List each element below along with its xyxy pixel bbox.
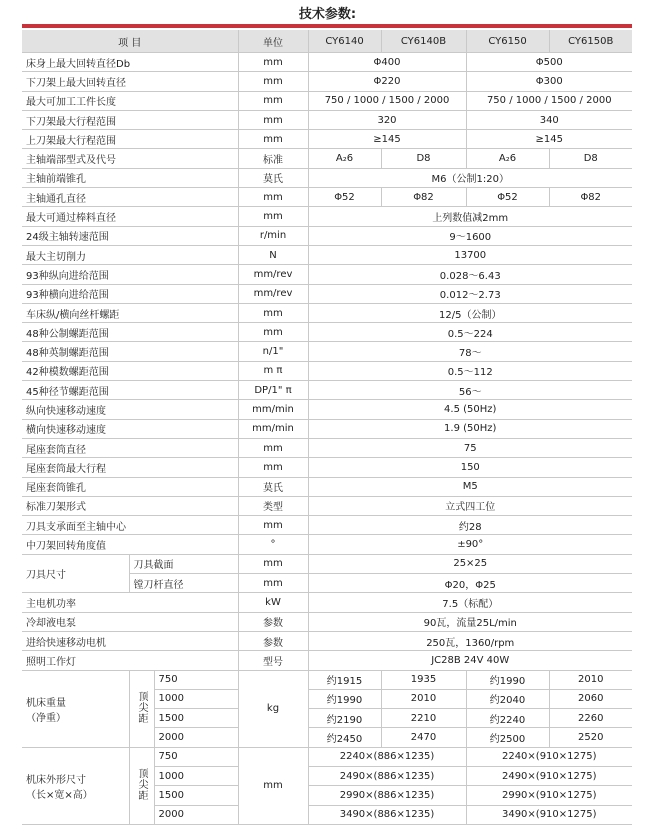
row-unit: DP/1" π	[238, 381, 308, 400]
row-unit: mm	[238, 207, 308, 226]
table-row	[22, 400, 632, 419]
weight-value: 约1990	[308, 689, 381, 708]
row-value-6140: ≥145	[308, 130, 466, 149]
row-value: 150	[308, 458, 632, 477]
row-unit: mm	[238, 91, 308, 110]
row-label: 93种横向进给范围	[22, 284, 238, 303]
row-value: 1.9 (50Hz)	[308, 419, 632, 438]
row-label: 尾座套筒直径	[22, 438, 238, 457]
dims-unit: mm	[238, 747, 308, 824]
row-label: 主轴端部型式及代号	[22, 149, 238, 168]
table-row	[22, 188, 632, 207]
weight-value: 约1915	[308, 670, 381, 689]
row-value: 78～	[308, 342, 632, 361]
table-row	[22, 207, 632, 226]
row-unit: 参数	[238, 612, 308, 631]
table-row	[22, 226, 632, 245]
row-unit: mm	[238, 130, 308, 149]
row-value: 约28	[308, 516, 632, 535]
weight-value: 2470	[381, 728, 466, 747]
row-value: M5	[308, 477, 632, 496]
length-value: 2000	[154, 728, 238, 747]
row-unit: mm	[238, 188, 308, 207]
row-unit: 类型	[238, 496, 308, 515]
tool-sub-label: 镗刀杆直径	[129, 574, 238, 593]
row-value-6150: Φ300	[466, 72, 632, 91]
row-value: 立式四工位	[308, 496, 632, 515]
weight-value: 约2500	[466, 728, 549, 747]
table-row	[22, 496, 632, 515]
row-value: ±90°	[308, 535, 632, 554]
row-value: 9～1600	[308, 226, 632, 245]
row-label: 主轴通孔直径	[22, 188, 238, 207]
weight-value: 2010	[381, 689, 466, 708]
center-distance-label	[129, 670, 154, 747]
table-row	[22, 535, 632, 554]
table-header-row	[22, 30, 632, 53]
weight-label-sub: （净重）	[26, 712, 66, 724]
row-value: 250瓦，1360/rpm	[308, 631, 632, 650]
row-value: 0.012～2.73	[308, 284, 632, 303]
row-label: 中刀架回转角度值	[22, 535, 238, 554]
center-distance-label	[129, 747, 154, 824]
row-label: 刀具支承面至主轴中心	[22, 516, 238, 535]
row-unit: mm	[238, 72, 308, 91]
center-distance-text: 顶尖距	[136, 767, 147, 801]
tool-size-label: 刀具尺寸	[22, 554, 129, 593]
row-value-6150: ≥145	[466, 130, 632, 149]
row-unit: 参数	[238, 631, 308, 650]
row-value: 7.5（标配）	[308, 593, 632, 612]
row-label: 45种径节螺距范围	[22, 381, 238, 400]
row-unit: °	[238, 535, 308, 554]
row-value-6140: 750 / 1000 / 1500 / 2000	[308, 91, 466, 110]
page-title: 技术参数:	[298, 7, 357, 22]
table-row	[22, 342, 632, 361]
row-label: 冷却液电泵	[22, 612, 238, 631]
dims-value-6140: 3490×(886×1235)	[308, 805, 466, 824]
weight-unit: kg	[238, 670, 308, 747]
dims-label-sub: （长×宽×高）	[26, 789, 93, 801]
table-row	[22, 245, 632, 264]
dims-value-6150: 2990×(910×1275)	[466, 786, 632, 805]
dims-value-6140: 2990×(886×1235)	[308, 786, 466, 805]
row-unit: mm	[238, 303, 308, 322]
table-row	[22, 323, 632, 342]
row-value: Φ52	[466, 188, 549, 207]
row-value-6150: Φ500	[466, 53, 632, 72]
row-value-6140: Φ220	[308, 72, 466, 91]
table-row	[22, 651, 632, 670]
table-row	[22, 593, 632, 612]
header-model-1: CY6140	[308, 30, 381, 53]
weight-value: 1935	[381, 670, 466, 689]
row-label: 进给快速移动电机	[22, 631, 238, 650]
weight-label	[22, 670, 129, 747]
length-value: 750	[154, 747, 238, 766]
row-unit: mm	[238, 110, 308, 129]
row-value: JC28B 24V 40W	[308, 651, 632, 670]
row-label: 24级主轴转速范围	[22, 226, 238, 245]
row-unit: N	[238, 245, 308, 264]
length-value: 750	[154, 670, 238, 689]
row-label: 48种公制螺距范围	[22, 323, 238, 342]
row-label: 主电机功率	[22, 593, 238, 612]
row-value: 上列数值减2mm	[308, 207, 632, 226]
row-value: M6（公制1:20）	[308, 168, 632, 187]
row-label: 最大可加工工件长度	[22, 91, 238, 110]
dims-value-6140: 2240×(886×1235)	[308, 747, 466, 766]
row-label: 照明工作灯	[22, 651, 238, 670]
table-row	[22, 53, 632, 72]
row-value: 90瓦，流量25L/min	[308, 612, 632, 631]
row-value: 25×25	[308, 554, 632, 573]
table-row	[22, 303, 632, 322]
table-row	[22, 168, 632, 187]
row-unit: 标准	[238, 149, 308, 168]
row-label: 纵向快速移动速度	[22, 400, 238, 419]
weight-value: 2520	[549, 728, 632, 747]
row-label: 下刀架上最大回转直径	[22, 72, 238, 91]
spec-table	[22, 30, 632, 825]
table-row	[22, 91, 632, 110]
row-value: 0.5～112	[308, 361, 632, 380]
row-unit: m π	[238, 361, 308, 380]
weight-value: 2060	[549, 689, 632, 708]
table-row	[22, 612, 632, 631]
weight-value: 2010	[549, 670, 632, 689]
row-value: 0.028～6.43	[308, 265, 632, 284]
row-label: 标准刀架形式	[22, 496, 238, 515]
row-label: 上刀架最大行程范围	[22, 130, 238, 149]
header-item: 项 目	[22, 30, 238, 53]
table-row	[22, 110, 632, 129]
row-value: 75	[308, 438, 632, 457]
row-unit: mm/min	[238, 400, 308, 419]
header-accent-bar	[22, 24, 632, 28]
table-row	[22, 438, 632, 457]
row-label: 下刀架最大行程范围	[22, 110, 238, 129]
row-value: D8	[381, 149, 466, 168]
dims-value-6150: 2490×(910×1275)	[466, 766, 632, 785]
row-value: 0.5～224	[308, 323, 632, 342]
dims-value-6150: 3490×(910×1275)	[466, 805, 632, 824]
weight-value: 2260	[549, 709, 632, 728]
row-value: 4.5 (50Hz)	[308, 400, 632, 419]
row-label: 尾座套筒最大行程	[22, 458, 238, 477]
length-value: 1000	[154, 766, 238, 785]
row-unit: mm	[238, 516, 308, 535]
header-model-3: CY6150	[466, 30, 549, 53]
row-label: 尾座套筒锥孔	[22, 477, 238, 496]
weight-value: 约2240	[466, 709, 549, 728]
table-row	[22, 284, 632, 303]
row-unit: kW	[238, 593, 308, 612]
tool-sub-label: 刀具截面	[129, 554, 238, 573]
row-unit: mm/min	[238, 419, 308, 438]
row-unit: mm	[238, 438, 308, 457]
length-value: 1500	[154, 709, 238, 728]
row-unit: mm	[238, 554, 308, 573]
row-unit: mm	[238, 53, 308, 72]
header-unit: 单位	[238, 30, 308, 53]
row-unit: 莫氏	[238, 477, 308, 496]
row-value: Φ82	[381, 188, 466, 207]
row-value: A₂6	[466, 149, 549, 168]
row-label: 最大主切削力	[22, 245, 238, 264]
header-model-2: CY6140B	[381, 30, 466, 53]
table-row	[22, 130, 632, 149]
table-row	[22, 631, 632, 650]
length-value: 2000	[154, 805, 238, 824]
table-row	[22, 381, 632, 400]
row-label: 车床纵/横向丝杆螺距	[22, 303, 238, 322]
weight-value: 约1990	[466, 670, 549, 689]
row-label: 48种英制螺距范围	[22, 342, 238, 361]
row-value: Φ20，Φ25	[308, 574, 632, 593]
row-value: D8	[549, 149, 632, 168]
center-distance-text: 顶尖距	[136, 690, 147, 724]
table-row	[22, 361, 632, 380]
weight-value: 2210	[381, 709, 466, 728]
length-value: 1000	[154, 689, 238, 708]
row-value: A₂6	[308, 149, 381, 168]
row-unit: mm/rev	[238, 265, 308, 284]
weight-value: 约2040	[466, 689, 549, 708]
row-value-6140: 320	[308, 110, 466, 129]
row-label: 横向快速移动速度	[22, 419, 238, 438]
row-label: 最大可通过棒料直径	[22, 207, 238, 226]
table-row	[22, 516, 632, 535]
table-row	[22, 554, 632, 573]
table-row	[22, 458, 632, 477]
weight-label-main: 机床重量	[26, 697, 66, 709]
dims-label	[22, 747, 129, 824]
row-label: 93种纵向进给范围	[22, 265, 238, 284]
row-unit: mm/rev	[238, 284, 308, 303]
row-value: Φ82	[549, 188, 632, 207]
length-value: 1500	[154, 786, 238, 805]
row-unit: mm	[238, 458, 308, 477]
row-value-6150: 340	[466, 110, 632, 129]
weight-value: 约2450	[308, 728, 381, 747]
row-unit: mm	[238, 574, 308, 593]
row-value-6150: 750 / 1000 / 1500 / 2000	[466, 91, 632, 110]
table-row	[22, 149, 632, 168]
row-unit: r/min	[238, 226, 308, 245]
table-row	[22, 72, 632, 91]
table-row	[22, 477, 632, 496]
row-unit: 型号	[238, 651, 308, 670]
row-unit: 莫氏	[238, 168, 308, 187]
table-row	[22, 265, 632, 284]
dims-label-main: 机床外形尺寸	[26, 774, 86, 786]
row-label: 42种模数螺距范围	[22, 361, 238, 380]
table-row	[22, 419, 632, 438]
row-value-6140: Φ400	[308, 53, 466, 72]
weight-value: 约2190	[308, 709, 381, 728]
row-value: 56～	[308, 381, 632, 400]
row-value: 12/5（公制）	[308, 303, 632, 322]
dims-value-6140: 2490×(886×1235)	[308, 766, 466, 785]
header-model-4: CY6150B	[549, 30, 632, 53]
dims-value-6150: 2240×(910×1275)	[466, 747, 632, 766]
row-label: 床身上最大回转直径Db	[22, 53, 238, 72]
row-unit: n/1"	[238, 342, 308, 361]
row-value: 13700	[308, 245, 632, 264]
row-label: 主轴前端锥孔	[22, 168, 238, 187]
row-value: Φ52	[308, 188, 381, 207]
row-unit: mm	[238, 323, 308, 342]
table-row	[22, 747, 632, 766]
table-row	[22, 670, 632, 689]
